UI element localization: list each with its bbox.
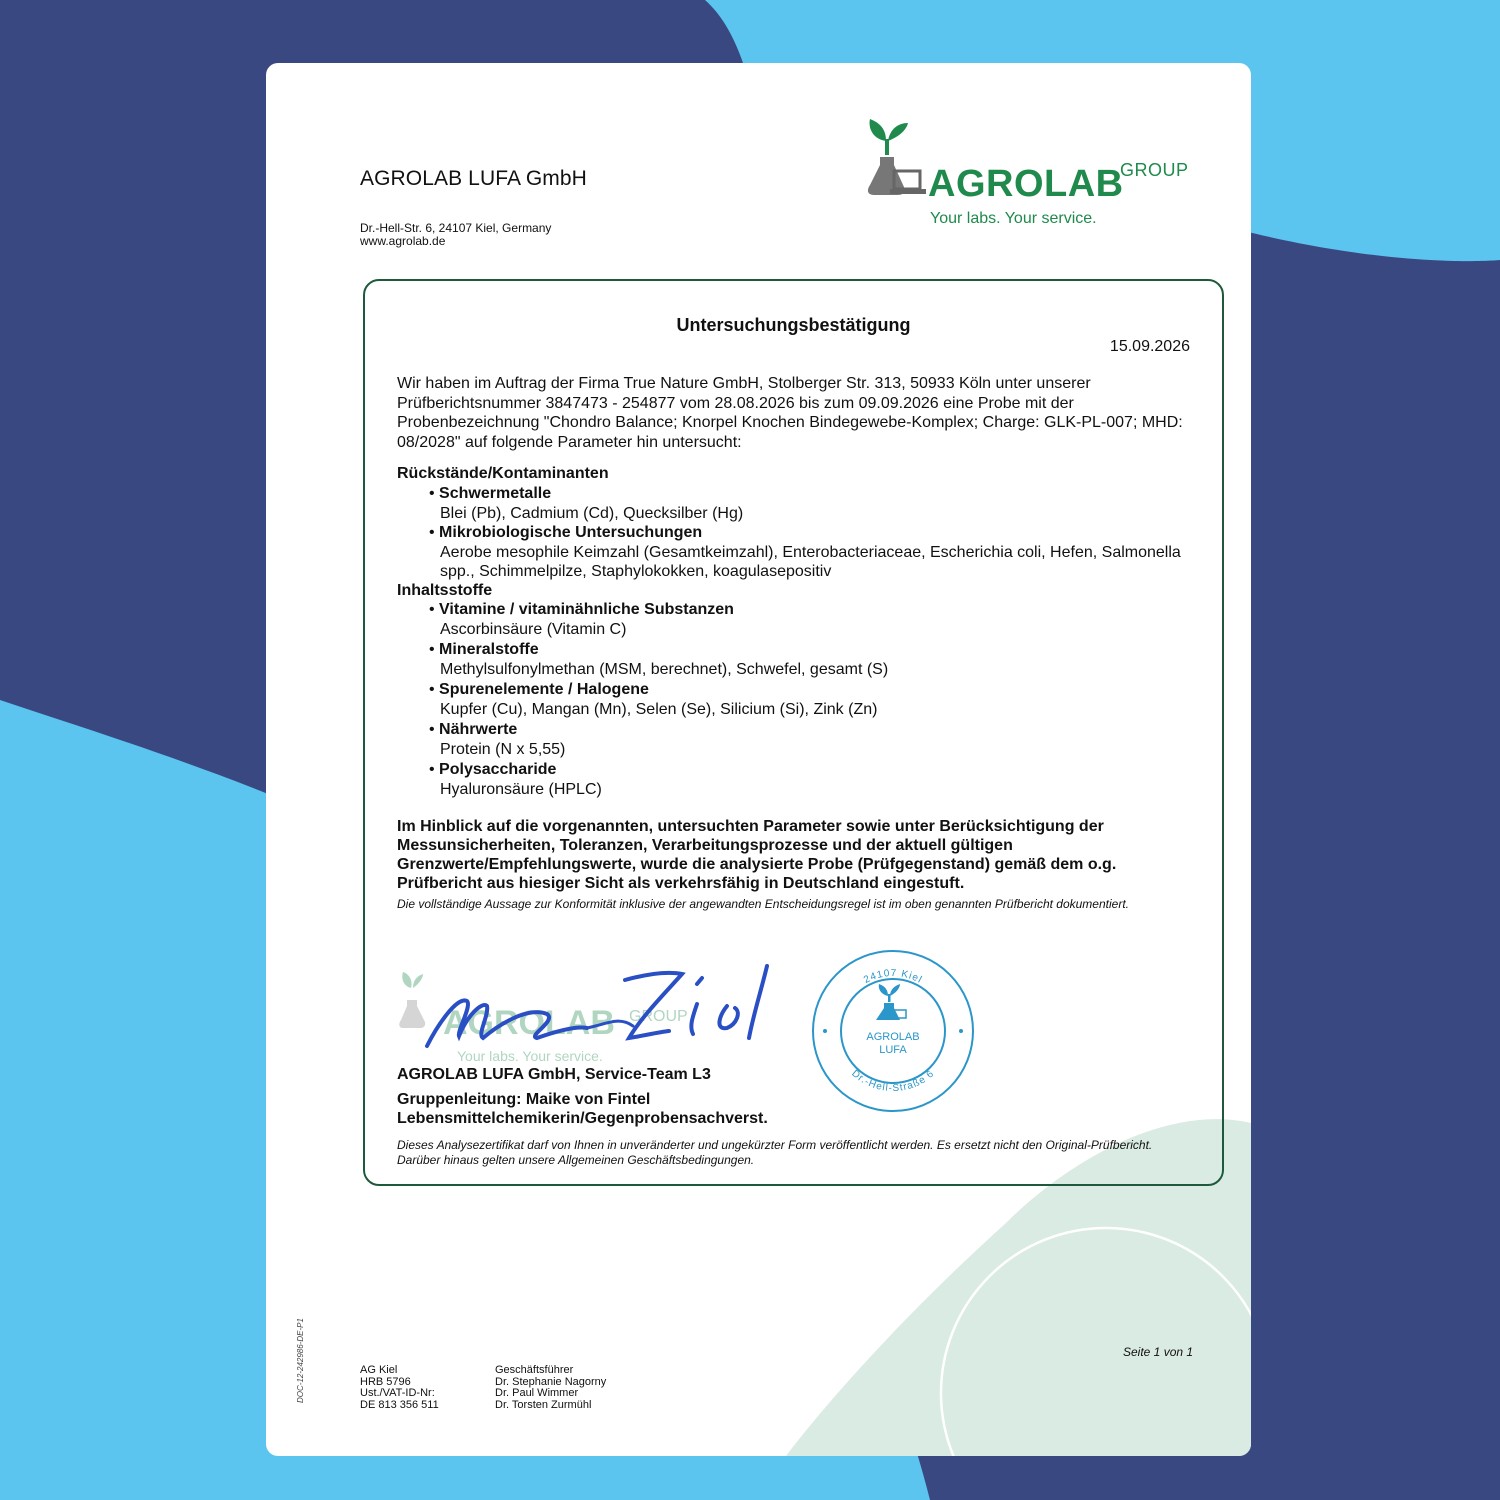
footer-line: AG Kiel: [360, 1364, 398, 1376]
footer-line: HRB 5796: [360, 1375, 411, 1388]
conformity-statement: Im Hinblick auf die vorgenannten, untersuchten Parameter sowie unter Berücksichtigung der Messunsicherheiten, Toleranzen, Verarbeitungsprozesse und der aktuell gültigen Grenzwerte/Empfehlungswerte, wurde die analysierte Probe (Prüfgegenstand) gemäß dem o.g. Prüfbericht aus hiesiger Sicht als verkehrsfähig in Deutschland eingestuft.: [397, 818, 1117, 892]
svg-text:LUFA: LUFA: [879, 1044, 907, 1056]
plant-flask-laptop-icon: [864, 115, 928, 205]
svg-text:AGROLAB: AGROLAB: [443, 1004, 615, 1042]
certificate-intro: Wir haben im Auftrag der Firma True Nature GmbH, Stolberger Str. 313, 50933 Köln unter unserer Prüfberichtsnummer 3847473 - 254877 vom 28.08.2026 bis zum 09.09.2026 eine Probe mit der Probenbezeichnung "Chondro Balance; Knorpel Knochen Bindegewebe-Komplex; Charge: GLK-PL-007; MHD: 08/2028" auf folgende Parameter hin untersucht:: [397, 375, 1183, 451]
parameter-label: Schwermetalle: [439, 485, 552, 502]
parameter-label: Vitamine / vitaminähnliche Substanzen: [439, 601, 734, 618]
parameter-detail: Hyaluronsäure (HPLC): [440, 780, 602, 798]
parameter-item: • Spurenelemente / Halogene Kupfer (Cu), Mangan (Mn), Selen (Se), Silicium (Si), Zink (Zn): [429, 680, 1189, 719]
svg-text:GROUP: GROUP: [629, 1008, 688, 1025]
parameter-item: • Mineralstoffe Methylsulfonylmethan (MSM, berechnet), Schwefel, gesamt (S): [429, 640, 1189, 679]
svg-text:Your labs. Your service.: Your labs. Your service.: [457, 1048, 603, 1064]
publication-footnote: Dieses Analysezertifikat darf von Ihnen in unveränderter und ungekürzter Form veröffentlicht werden. Es ersetzt nicht den Original-Prüfbericht. Darüber hinaus gelten unsere Allgemeinen Geschäftsbedingungen.: [397, 1138, 1153, 1167]
logo-tagline: Your labs. Your service.: [930, 210, 1097, 227]
section-heading: Rückstände/Kontaminanten: [397, 465, 609, 482]
parameter-detail: Aerobe mesophile Keimzahl (Gesamtkeimzahl), Enterobacteriaceae, Escherichia coli, Hefen, Salmonella spp., Schimmelpilze, Staphylokokken, koagulasepositiv: [440, 543, 1181, 581]
signer-details: [397, 1090, 768, 1128]
conformity-note: Die vollständige Aussage zur Konformität inklusive der angewandten Entscheidungsregel ist im oben genannten Prüfbericht dokumentiert.: [397, 897, 1129, 911]
footer-management: [495, 1365, 606, 1411]
logo-group: GROUP: [1120, 160, 1189, 180]
svg-text:24107 Kiel: 24107 Kiel: [862, 967, 925, 986]
signer-role: Lebensmittelchemikerin/Gegenprobensachverst.: [397, 1110, 768, 1127]
parameter-label: Mikrobiologische Untersuchungen: [439, 524, 703, 541]
parameter-detail: Methylsulfonylmethan (MSM, berechnet), Schwefel, gesamt (S): [440, 660, 889, 678]
svg-text:Dr.-Hell-Straße 6: Dr.-Hell-Straße 6: [849, 1068, 937, 1095]
parameter-item: • Mikrobiologische Untersuchungen Aerobe mesophile Keimzahl (Gesamtkeimzahl), Enterobacteriaceae, Escherichia coli, Hefen, Salmonella spp., Schimmelpilze, Staphylokokken, koagulasepositiv: [429, 523, 1189, 582]
parameter-label: Spurenelemente / Halogene: [439, 681, 649, 698]
parameter-item: • Polysaccharide Hyaluronsäure (HPLC): [429, 760, 1189, 799]
parameter-item: • Nährwerte Protein (N x 5,55): [429, 720, 1189, 759]
address-website: www.agrolab.de: [360, 234, 446, 248]
parameter-detail: Blei (Pb), Cadmium (Cd), Quecksilber (Hg): [440, 504, 744, 522]
company-name: AGROLAB LUFA GmbH: [360, 167, 587, 190]
group-lead: Gruppenleitung: Maike von Fintel: [397, 1091, 651, 1108]
parameter-item: • Vitamine / vitaminähnliche Substanzen Ascorbinsäure (Vitamin C): [429, 600, 1189, 639]
footer-line: Geschäftsführer: [495, 1364, 574, 1376]
footer-line: Dr. Torsten Zurmühl: [495, 1398, 592, 1411]
company-address: [360, 222, 551, 248]
parameter-detail: Protein (N x 5,55): [440, 740, 566, 758]
footer-line: Dr. Stephanie Nagorny: [495, 1375, 607, 1388]
parameter-detail: Ascorbinsäure (Vitamin C): [440, 620, 627, 638]
footer-registry: [360, 1365, 439, 1411]
footer-line: Ust./VAT-ID-Nr:: [360, 1387, 435, 1399]
signer-name: AGROLAB LUFA GmbH, Service-Team L3: [397, 1066, 711, 1083]
footer-line: DE 813 356 511: [360, 1398, 439, 1411]
parameter-label: Mineralstoffe: [439, 641, 539, 658]
parameter-label: Polysaccharide: [439, 761, 557, 778]
parameter-detail: Kupfer (Cu), Mangan (Mn), Selen (Se), Silicium (Si), Zink (Zn): [440, 700, 878, 718]
logo-wordmark: AGROLAB: [928, 163, 1124, 205]
agrolab-logo: [864, 115, 1194, 230]
certificate-box: [363, 279, 1224, 1186]
document-id: DOC-12-242986-DE-P1: [296, 1318, 305, 1403]
parameter-item: • Schwermetalle Blei (Pb), Cadmium (Cd), Quecksilber (Hg): [429, 484, 1189, 523]
address-street: Dr.-Hell-Str. 6, 24107 Kiel, Germany: [360, 221, 552, 235]
certificate-title: Untersuchungsbestätigung: [676, 315, 911, 335]
certificate-date: 15.09.2026: [1109, 338, 1190, 355]
section-heading: Inhaltsstoffe: [397, 582, 493, 599]
signature: [397, 946, 809, 1066]
lab-stamp: [808, 946, 978, 1116]
certificate-page: [266, 63, 1251, 1456]
footer-line: Dr. Paul Wimmer: [495, 1387, 579, 1399]
parameter-label: Nährwerte: [439, 721, 518, 738]
svg-text:AGROLAB: AGROLAB: [866, 1031, 920, 1043]
page-number: Seite 1 von 1: [1123, 1345, 1194, 1359]
